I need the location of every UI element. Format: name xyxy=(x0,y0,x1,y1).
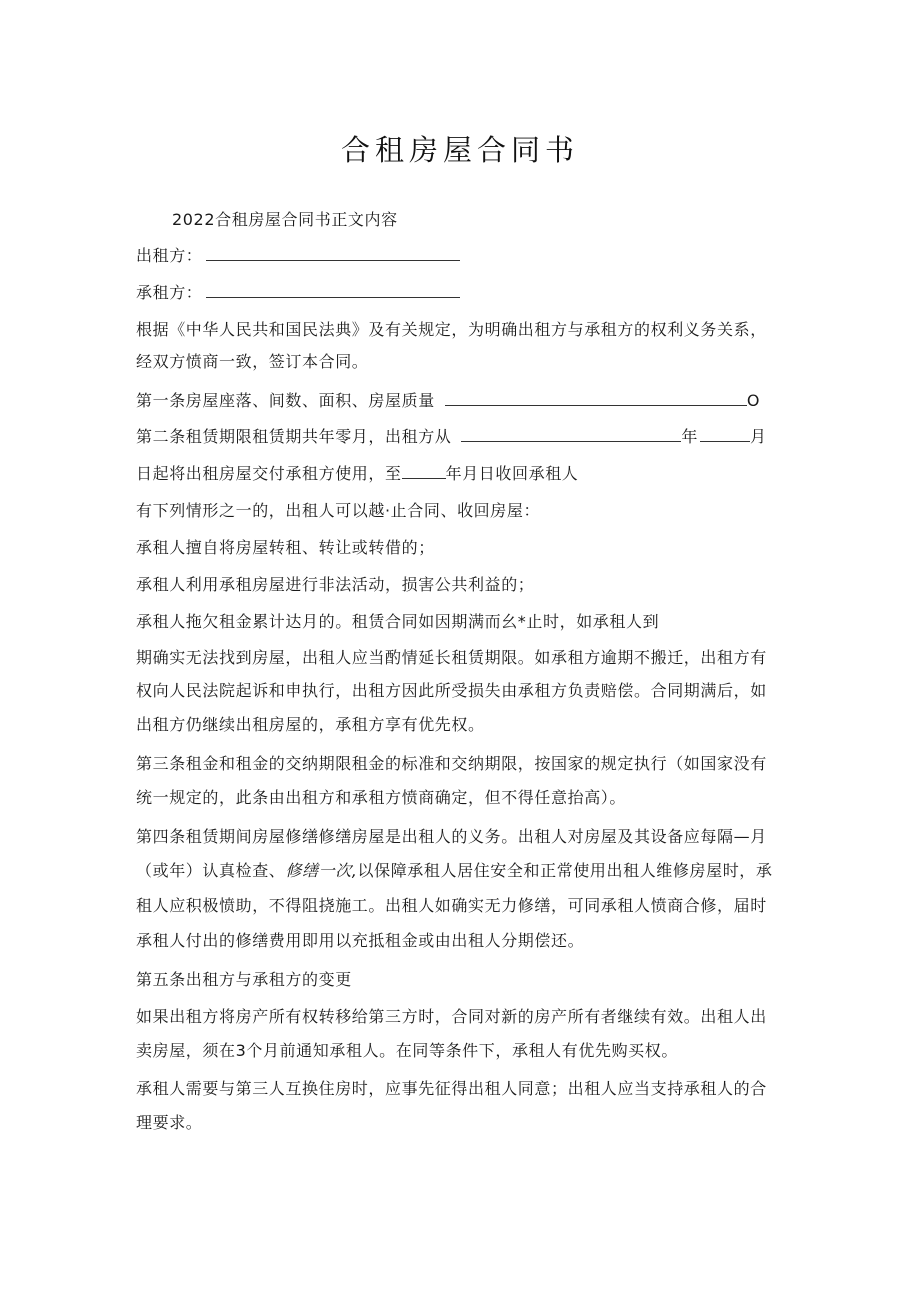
article-2-line-6: 承租人拖欠租金累计达月的。租赁合同如因期满而幺*止时，如承租人到 xyxy=(136,612,660,631)
article-2-line-2-b: 年月日收回承租人 xyxy=(445,464,579,483)
lessor-blank xyxy=(206,245,460,261)
article-2-line-2-a: 日起将出租房屋交付承租方使用，至 xyxy=(136,464,402,483)
lessee-label: 承租方： xyxy=(136,283,203,302)
article-4-line-2-italic: 修缮一次, xyxy=(285,861,358,880)
article-5-line-1: 第五条出租方与承租方的变更 xyxy=(136,970,352,989)
article-4-line-4: 承租人付出的修缮费用即用以充抵租金或由出租人分期偿还。 xyxy=(136,931,585,950)
article-2-line-3: 有下列情形之一的，出租人可以越·止合同、收回房屋： xyxy=(136,501,541,520)
article-2-start-blank xyxy=(461,426,681,442)
article-5-line-5: 理要求。 xyxy=(136,1113,203,1132)
article-4-line-2-b: 以保障承租人居住安全和正常使用出租人维修房屋时，承 xyxy=(357,861,773,880)
lessee-blank xyxy=(206,282,460,298)
article-1-line xyxy=(136,390,760,412)
article-2-line-9: 出租方仍继续出租房屋的，承租方享有优先权。 xyxy=(136,715,485,734)
lessor-line xyxy=(136,245,460,267)
article-2-line-8: 权向人民法院起诉和申执行，出租方因此所受损失由承租方负责赔偿。合同期满后，如 xyxy=(136,681,767,700)
article-5-line-2: 如果出租方将房产所有权转移给第三方时，合同对新的房产所有者继续有效。出租人出 xyxy=(136,1007,767,1026)
article-4-line-2 xyxy=(136,860,773,882)
article-2-line-1 xyxy=(136,426,767,448)
article-4-line-1: 第四条租赁期间房屋修缮修缮房屋是出租人的义务。出租人对房屋及其设备应每隔—月 xyxy=(136,827,767,846)
article-5-line-3: 卖房屋，须在3个月前通知承租人。在同等条件下，承租人有优先购买权。 xyxy=(136,1041,678,1060)
article-1-text: 第一条房屋座落、间数、面积、房屋质量 xyxy=(136,391,435,410)
article-2-month: 月 xyxy=(750,427,767,446)
article-2-line-7: 期确实无法找到房屋，出租人应当酌情延长租赁期限。如承租方逾期不搬迁，出租方有 xyxy=(136,648,767,667)
article-2-month-blank xyxy=(700,426,750,442)
article-3-line-2: 统一规定的，此条由出租方和承租方愤商确定，但不得任意抬高）。 xyxy=(136,788,627,807)
article-5-line-4: 承租人需要与第三人互换住房时，应事先征得出租人同意；出租人应当支持承租人的合 xyxy=(136,1079,767,1098)
preamble-line-1: 根据《中华人民共和国民法典》及有关规定，为明确出租方与承租方的权利义务关系， xyxy=(136,320,767,339)
article-1-end: O xyxy=(746,391,761,410)
lessee-line xyxy=(136,282,460,304)
document-title: 合租房屋合同书 xyxy=(340,133,579,167)
preamble-line-2: 经双方愤商一致，签订本合同。 xyxy=(136,352,369,371)
article-2-line-5: 承租人利用承租房屋进行非法活动，损害公共利益的； xyxy=(136,575,535,594)
article-1-blank xyxy=(445,390,747,406)
article-4-line-2-a: （或年）认真检查、 xyxy=(136,861,286,880)
article-2-text-a: 第二条租赁期限租赁期共年零月，出租方从 xyxy=(136,427,452,446)
article-2-end-blank xyxy=(402,463,446,479)
article-2-line-4: 承租人擅自将房屋转租、转让或转借的； xyxy=(136,538,435,557)
article-3-line-1: 第三条租金和租金的交纳期限租金的标准和交纳期限，按国家的规定执行（如国家没有 xyxy=(136,754,767,773)
article-2-line-2 xyxy=(136,463,578,485)
subtitle: 2022合租房屋合同书正文内容 xyxy=(172,210,398,229)
article-4-line-3: 租人应积极愤助，不得阻挠施工。出租人如确实无力修缮，可同承租人愤商合修，届时 xyxy=(136,896,767,915)
lessor-label: 出租方： xyxy=(136,246,203,265)
article-2-year: 年 xyxy=(681,427,699,446)
